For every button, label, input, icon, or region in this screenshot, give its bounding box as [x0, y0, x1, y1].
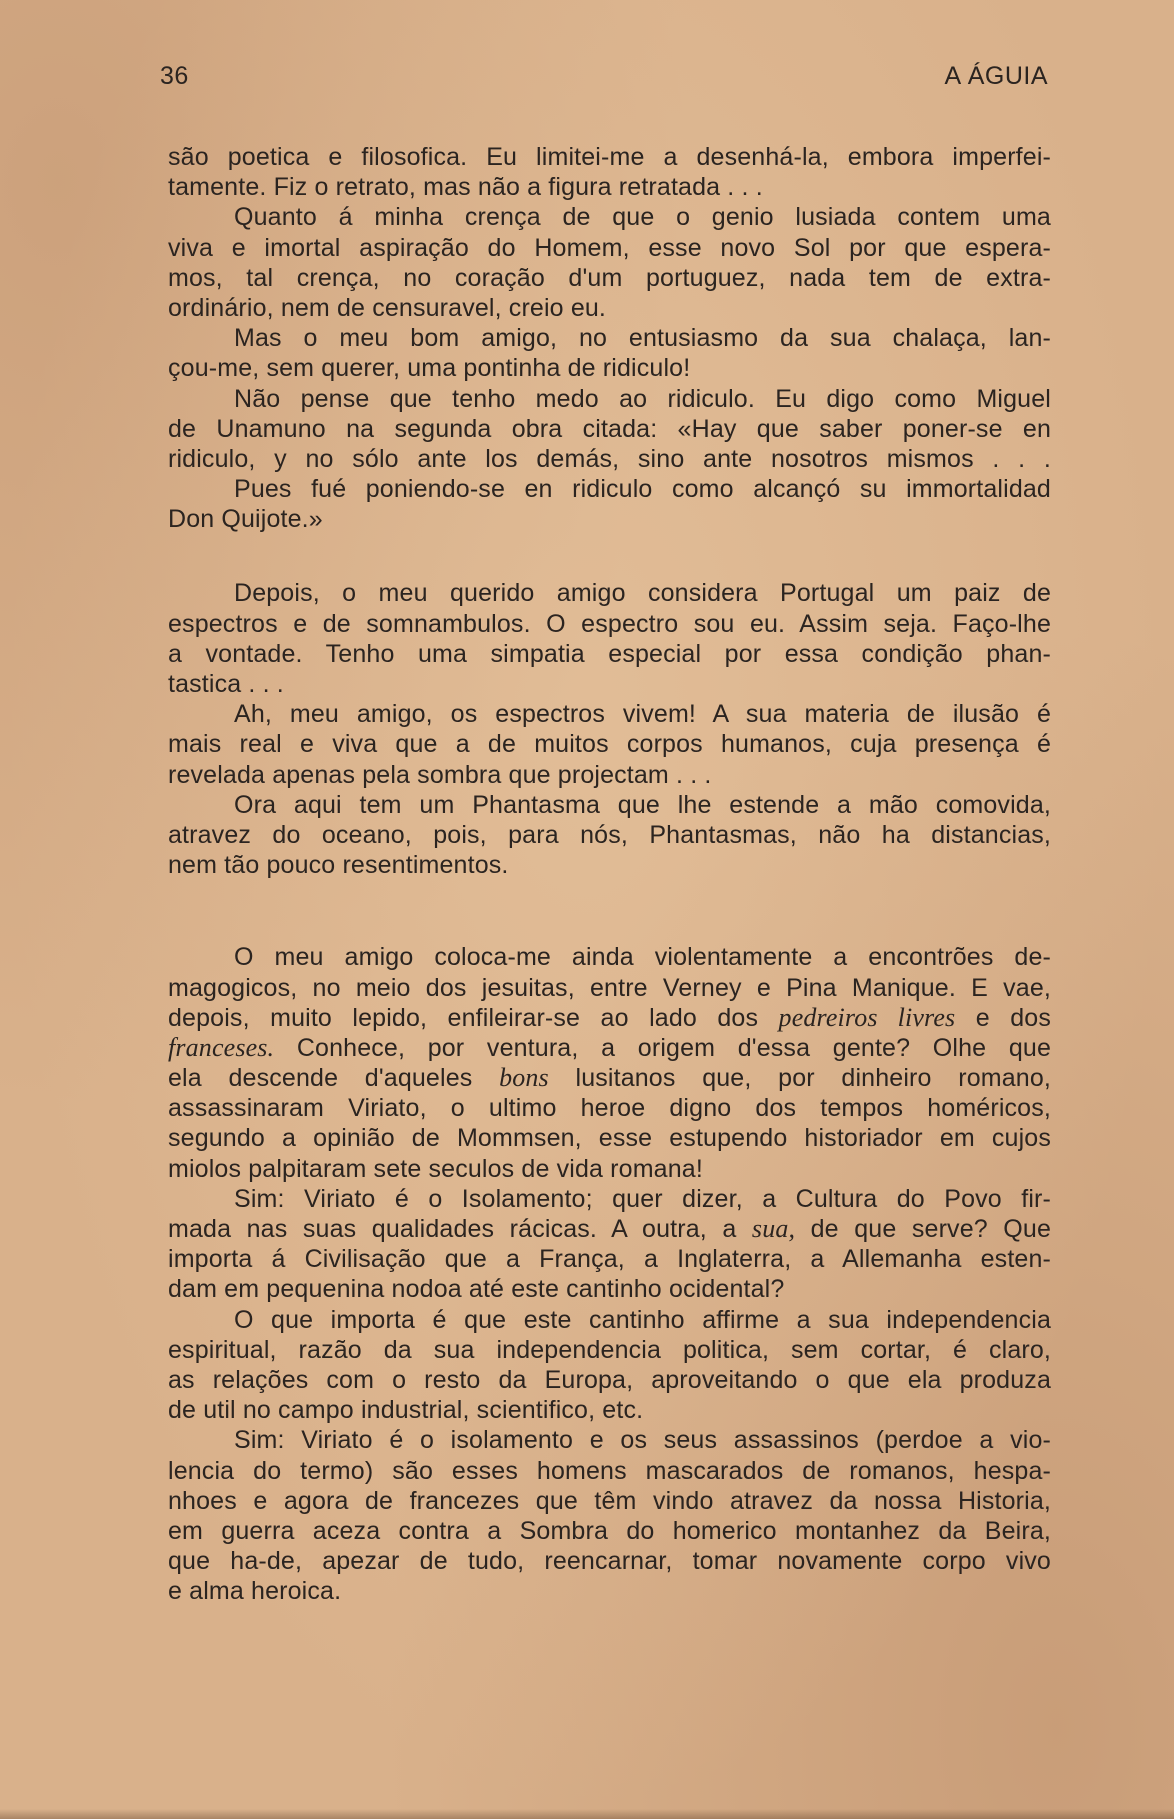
text-line: Mas o meu bom amigo, no entusiasmo da sua chalaça, lan-	[234, 324, 1051, 353]
text-line	[168, 1214, 1051, 1244]
text-segment: de que serve? Que	[795, 1215, 1051, 1243]
text-line: lencia do termo) são esses homens mascarados de romanos, hespa-	[168, 1456, 1051, 1485]
text-line: e alma heroica.	[168, 1577, 342, 1606]
text-line: Não pense que tenho medo ao ridiculo. Eu digo como Miguel	[234, 384, 1051, 413]
text-line: Quanto á minha crença de que o genio lusiada contem uma	[234, 203, 1051, 232]
text-segment: depois, muito lepido, enfileirar-se ao lado dos	[168, 1003, 779, 1032]
italic-phrase: pedreiros livres	[778, 1002, 956, 1032]
text-line	[168, 1063, 1051, 1093]
text-line: de Unamuno na segunda obra citada: «Hay que saber poner-se en	[168, 414, 1051, 443]
text-segment: mada nas suas qualidades rácicas. A outra, a	[168, 1215, 752, 1243]
text-line: Ah, meu amigo, os espectros vivem! A sua materia de ilusão é	[234, 700, 1051, 729]
text-line: Sim: Viriato é o Isolamento; quer dizer, a Cultura do Povo fir-	[234, 1184, 1051, 1213]
text-line: em guerra aceza contra a Sombra do homerico montanhez da Beira,	[168, 1516, 1051, 1545]
text-line: são poetica e filosofica. Eu limitei-me a desenhá-la, embora imperfei-	[168, 143, 1051, 171]
text-line: ordinário, nem de censuravel, creio eu.	[168, 293, 607, 322]
text-line: Ora aqui tem um Phantasma que lhe estende a mão comovida,	[234, 790, 1051, 819]
text-line: importa á Civilisação que a França, a Inglaterra, a Allemanha esten-	[168, 1245, 1051, 1274]
text-line	[168, 1033, 1051, 1063]
text-segment: e dos	[955, 1003, 1051, 1032]
text-line: Pues fué poniendo-se en ridiculo como alcançó su immortalidad	[234, 475, 1051, 504]
text-line: magogicos, no meio dos jesuitas, entre Verney e Pina Manique. E vae,	[168, 973, 1051, 1002]
text-line: a vontade. Tenho uma simpatia especial por essa condição phan-	[168, 639, 1051, 668]
text-segment: ela descende d'aqueles	[168, 1064, 500, 1093]
text-line: as relações com o resto da Europa, aproveitando o que ela produza	[168, 1365, 1051, 1394]
text-line: dam em pequenina nodoa até este cantinho ocidental?	[168, 1275, 785, 1304]
text-line: tamente. Fiz o retrato, mas não a figura retratada . . .	[168, 173, 763, 202]
page-number: 36	[160, 62, 189, 90]
text-line: mais real e viva que a de muitos corpos humanos, cuja presença é	[168, 730, 1051, 759]
page-bottom-edge	[0, 1809, 1174, 1819]
text-line: atravez do oceano, pois, para nós, Phantasmas, não ha distancias,	[168, 820, 1051, 849]
page-header	[160, 62, 1048, 94]
text-line: assassinaram Viriato, o ultimo heroe digno dos tempos homéricos,	[168, 1094, 1051, 1123]
text-line: mos, tal crença, no coração d'um portuguez, nada tem de extra-	[168, 263, 1051, 292]
text-line: Don Quijote.»	[168, 505, 323, 534]
text-segment: lusitanos que, por dinheiro romano,	[548, 1064, 1051, 1093]
text-segment: Conhece, por ventura, a origem d'essa gente? Olhe que	[274, 1033, 1051, 1062]
text-line: viva e imortal aspiração do Homem, esse novo Sol por que espera-	[168, 233, 1051, 262]
text-line: ridiculo, y no sólo ante los demás, sino ante nosotros mismos . . .	[168, 444, 1051, 473]
text-line: Depois, o meu querido amigo considera Portugal um paiz de	[234, 579, 1051, 608]
text-line: nem tão pouco resentimentos.	[168, 851, 509, 880]
text-line: de util no campo industrial, scientifico, etc.	[168, 1396, 644, 1425]
text-line: que ha-de, apezar de tudo, reencarnar, tomar novamente corpo vivo	[168, 1547, 1051, 1576]
text-line: revelada apenas pela sombra que projectam . . .	[168, 760, 712, 789]
italic-phrase: bons	[499, 1063, 549, 1093]
text-line: tastica . . .	[168, 670, 284, 698]
text-line: segundo a opinião de Mommsen, esse estupendo historiador em cujos	[168, 1124, 1051, 1153]
text-line: nhoes e agora de francezes que têm vindo atravez da nossa Historia,	[168, 1486, 1051, 1515]
italic-phrase: sua,	[751, 1214, 796, 1243]
text-line: espectros e de somnambulos. O espectro sou eu. Assim seja. Faço-lhe	[168, 609, 1051, 638]
text-line: O que importa é que este cantinho affirme a sua independencia	[234, 1305, 1051, 1334]
text-line: miolos palpitaram sete seculos de vida romana!	[168, 1154, 703, 1183]
italic-phrase: franceses.	[168, 1032, 275, 1062]
body-text	[168, 142, 1051, 1606]
text-line: espiritual, razão da sua independencia politica, sem cortar, é claro,	[168, 1335, 1051, 1364]
text-line: O meu amigo coloca-me ainda violentamente a encontrões de-	[234, 943, 1051, 972]
text-line	[168, 1003, 1051, 1033]
running-title: A ÁGUIA	[944, 62, 1048, 90]
text-line: Sim: Viriato é o isolamento e os seus assassinos (perdoe a vio-	[234, 1426, 1051, 1455]
text-line: çou-me, sem querer, uma pontinha de ridiculo!	[168, 354, 691, 383]
